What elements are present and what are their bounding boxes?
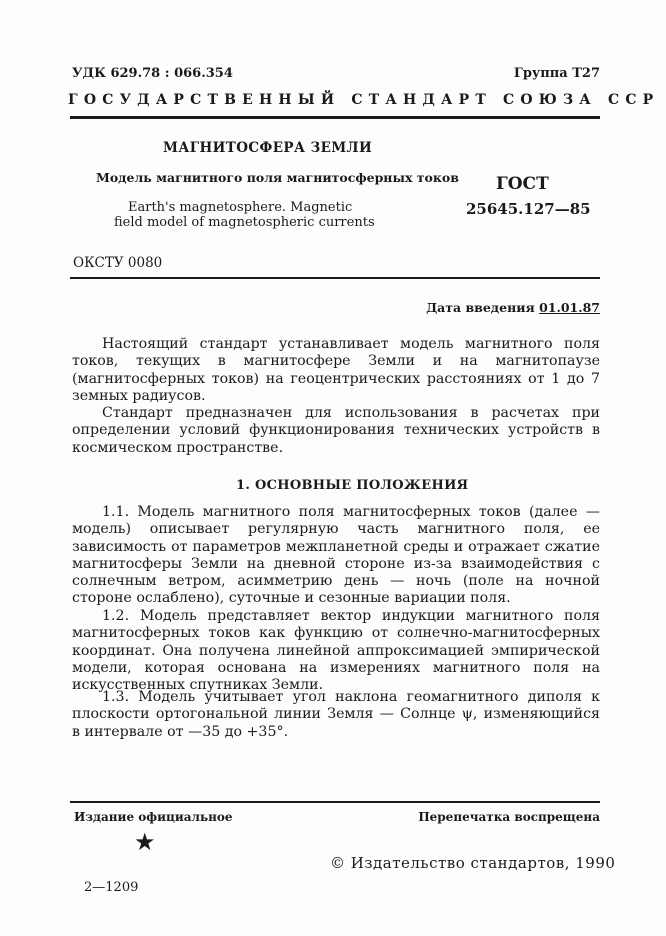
intro-paragraph-1: Настоящий стандарт устанавливает модель магнитного поля токов, текущих в магнитосфере Земли и на магнитопаузе (магнитосферных токов) на геоцентрических расстояниях от 1 до 7 земных радиусов. (72, 336, 600, 404)
clause-1-1: 1.1. Модель магнитного поля магнитосферных токов (далее — модель) описывает регулярную часть магнитного поля, ее зависимость от параметров межпланетной среды и отражает сжатие магнитосферы Земли на дневной стороне из-за взаимодействия с солнечным ветром, асимметрию день — ночь (поле на ночной стороне ослаблено), суточные и сезонные вариации поля. (72, 504, 600, 607)
header-divider (70, 116, 600, 119)
english-title-line-2: field model of magnetospheric currents (114, 215, 375, 230)
okstu-code: ОКСТУ 0080 (73, 255, 163, 271)
footer-divider (70, 801, 600, 803)
clause-1-2: 1.2. Модель представляет вектор индукции магнитного поля магнитосферных токов как функцию от солнечно-магнитосферных координат. Она получена линейной аппроксимацией эмпирической модели, которая основана на измерениях магнитного поля на искусственных спутниках Земли. (72, 608, 600, 694)
group-code: Группа Т27 (513, 66, 600, 81)
okstu-divider (70, 277, 600, 279)
copyright-notice: © Издательство стандартов, 1990 (330, 854, 616, 872)
english-title (114, 200, 375, 230)
document-subtitle: Модель магнитного поля магнитосферных токов (96, 170, 459, 185)
intro-date-value: 01.01.87 (539, 300, 600, 315)
intro-date-label: Дата введения (426, 300, 535, 315)
english-title-line-1: Earth's magnetosphere. Magnetic (128, 200, 353, 215)
reprint-prohibited: Перепечатка воспрещена (418, 810, 600, 824)
gost-number: 25645.127—85 (466, 200, 591, 218)
official-edition: Издание официальное (74, 810, 233, 824)
clause-1-3: 1.3. Модель учитывает угол наклона геомагнитного диполя к плоскости ортогональной линии Земля — Солнце ψ, изменяющийся в интервале от —35 до +35°. (72, 689, 600, 740)
section-heading: 1. ОСНОВНЫЕ ПОЛОЖЕНИЯ (236, 478, 469, 493)
star-icon: ★ (134, 828, 156, 856)
state-standard-heading: ГОСУДАРСТВЕННЫЙ СТАНДАРТ СОЮЗА ССР (68, 92, 660, 108)
intro-date (426, 300, 600, 315)
gost-label: ГОСТ (496, 174, 549, 194)
print-number: 2—1209 (84, 880, 139, 895)
udc-code: УДК 629.78 : 066.354 (72, 66, 233, 81)
intro-paragraph-2: Стандарт предназначен для использования в расчетах при определении условий функционирования технических устройств в космическом пространстве. (72, 405, 600, 456)
document-title: МАГНИТОСФЕРА ЗЕМЛИ (163, 140, 373, 156)
